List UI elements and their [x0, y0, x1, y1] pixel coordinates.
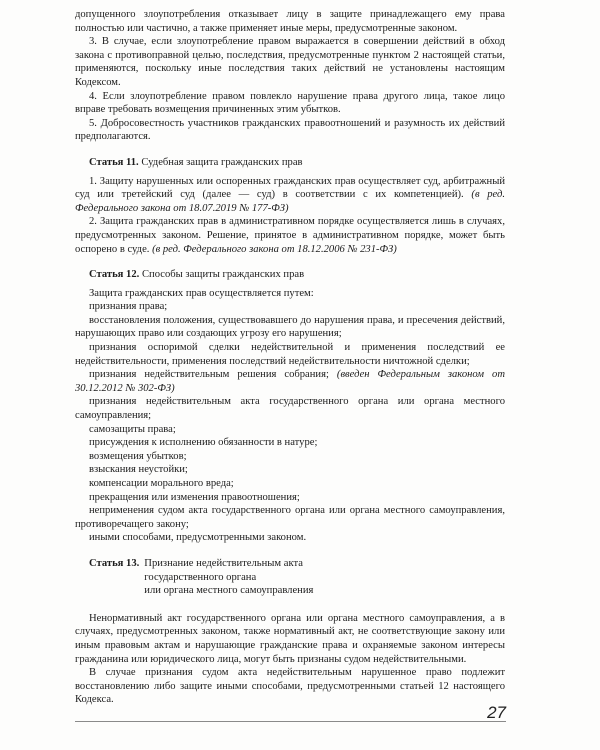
- article-12-item: компенсации морального вреда;: [89, 478, 234, 489]
- article-11-p1-text: 1. Защиту нарушенных или оспоренных гражданских прав осуществляет суд, арбитражный суд или третейский суд (далее — суд) в соответствии с их компетенцией).: [75, 175, 505, 201]
- intro-paragraph-5: 5. Добросовестность участников гражданских правоотношений и разумность их действий предполагаются.: [75, 117, 505, 143]
- article-11-title: Судебная защита гражданских прав: [141, 156, 303, 168]
- article-12-item-amendment-note: (введен Федеральным законом от 30.12.2012 № 302-ФЗ): [75, 369, 506, 394]
- article-13-title-line: Признание недействительным акта: [144, 557, 303, 569]
- page-body: [75, 8, 505, 707]
- intro-paragraph-4: 4. Если злоупотребление правом повлекло нарушение права другого лица, такое лицо вправе требовать возмещения причиненных этим убытков.: [75, 90, 505, 116]
- article-12-heading: [75, 268, 505, 282]
- article-12-item: возмещения убытков;: [89, 450, 187, 462]
- article-12-item: признания недействительным акта государственного органа или органа местного самоуправления;: [75, 396, 505, 422]
- article-11-label: Статья 11.: [89, 156, 139, 168]
- article-13-title: [144, 557, 313, 598]
- intro-paragraph-continuation: допущенного злоупотребления отказывает лицу в защите принадлежащего ему права полностью или частично, а также применяет иные меры, предусмотренные законом.: [75, 9, 505, 34]
- article-13-paragraph-1: Ненормативный акт государственного органа или органа местного самоуправления, а в случаях, предусмотренных законом, также нормативный акт, не соответствующие закону или иным правовым актам и нарушающие гражданские права и охраняемые законом интересы гражданина или юридического лица, могут быть признаны судом недействительными.: [75, 612, 505, 665]
- article-12-item: признания недействительным решения собрания;: [89, 369, 329, 381]
- article-12-item: присуждения к исполнению обязанности в натуре;: [89, 437, 318, 449]
- article-13-label: Статья 13.: [89, 557, 140, 569]
- article-12-item: взыскания неустойки;: [89, 464, 188, 476]
- article-12-item: признания права;: [89, 301, 168, 313]
- article-11-p2-text: 2. Защита гражданских прав в административном порядке осуществляется лишь в случаях, предусмотренных законом. Решение, принятое в административном порядке, может быть оспорено в суде.: [75, 216, 505, 255]
- article-11-paragraph-2: [75, 215, 505, 256]
- article-12-item: признания оспоримой сделки недействительной и применения последствий ее недействительности, применения последствий недействительности ничтожной сделки;: [75, 342, 505, 367]
- intro-paragraph-3: 3. В случае, если злоупотребление правом выражается в совершении действий в обход закона с противоправной целью, последствия, предусмотренные пунктом 2 настоящей статьи, применяются, поскольку иные последствия таких действий не установлены настоящим Кодексом.: [75, 36, 505, 88]
- article-13-paragraph-2: В случае признания судом акта недействительным нарушенное право подлежит восстановлению либо защите иными способами, предусмотренными статьей 12 настоящего Кодекса.: [75, 667, 505, 706]
- article-11-heading: [75, 156, 505, 170]
- page-number: 27: [487, 703, 506, 722]
- article-11-p2-amendment-note: (в ред. Федерального закона от 18.12.2006 № 231-ФЗ): [152, 243, 397, 255]
- article-12-item: восстановления положения, существовавшего до нарушения права, и пресечения действий, нарушающих право или создающих угрозу его нарушения;: [75, 314, 505, 340]
- article-12-label: Статья 12.: [89, 269, 140, 281]
- article-11-p1-amendment-note: (в ред. Федерального закона от 18.07.2019 № 177-ФЗ): [75, 189, 505, 214]
- article-13-title-line: государственного органа: [144, 571, 257, 583]
- article-11-paragraph-1: [75, 175, 505, 216]
- article-12-lead: Защита гражданских прав осуществляется путем:: [89, 287, 314, 299]
- article-13-title-line: или органа местного самоуправления: [144, 585, 314, 597]
- footer-divider: [75, 721, 506, 722]
- article-12-item-with-note: [75, 368, 505, 395]
- article-12-item: иными способами, предусмотренными законом.: [89, 532, 307, 544]
- article-12-title: Способы защиты гражданских прав: [141, 269, 305, 281]
- article-12-item: неприменения судом акта государственного органа или органа местного самоуправления, противоречащего закону;: [75, 505, 505, 530]
- article-12-item: самозащиты права;: [89, 423, 176, 435]
- article-12-item: прекращения или изменения правоотношения;: [89, 491, 300, 503]
- article-13-heading: [75, 557, 505, 598]
